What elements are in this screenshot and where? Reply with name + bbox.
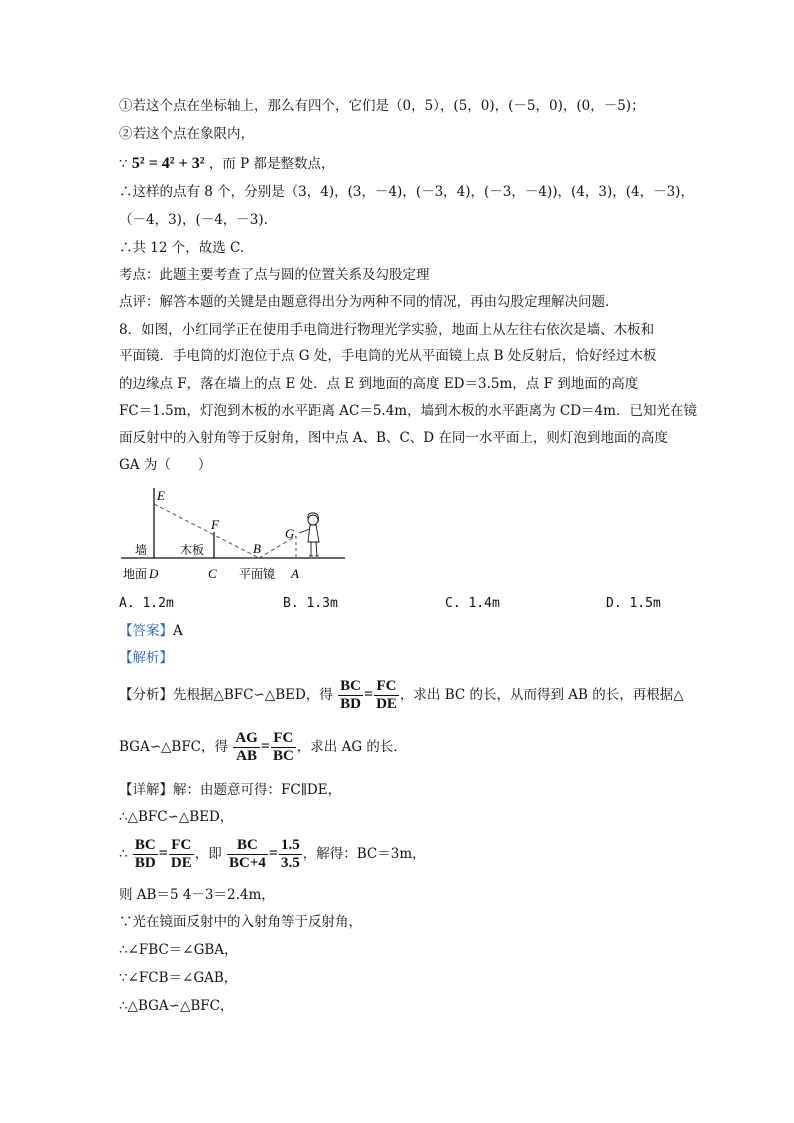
detail-label: 【详解】 [119, 782, 173, 798]
mirror-text: 平面镜 [239, 567, 276, 581]
line-2: ②若这个点在象限内， [119, 126, 254, 142]
label-d: D [149, 566, 159, 581]
fraction-ag-ab: $\frac{AG}{AB}$ [235, 730, 258, 764]
analysis-text-2: ，求出 BC 的长，从而得到 AB 的长，再根据△ [399, 687, 684, 703]
because-symbol: ∵ [119, 156, 128, 172]
ground-text: 地面 [123, 567, 148, 581]
line-6: ∴共 12 个，故选 C. [119, 240, 245, 256]
fraction-15-35: $\frac{1.5}{3.5}$ [281, 837, 300, 871]
fraction-fc-de: $\frac{FC}{DE}$ [376, 678, 397, 712]
question-8-line-2: 平面镜．手电筒的灯泡位于点 G 处，手电筒的光从平面镜上点 B 处反射后，恰好经过木板 [119, 348, 657, 364]
analysis-text-3: BGA∽△BFC，得 [119, 739, 229, 755]
detail-line-5: ∵光在镜面反射中的入射角等于反射角， [119, 914, 362, 930]
label-f: F [211, 517, 219, 532]
detail-line-4: 则 AB＝5 4－3＝2.4m， [119, 887, 275, 903]
fraction-bc-bd-2: $\frac{BC}{BD}$ [134, 837, 156, 871]
analysis-line-1: 【分析】先根据△BFC∽△BED，得 $\frac{BC}{BD}$ = $\frac{FC}{DE}$ ，求出 BC 的长，从而得到 AB 的长，再根据△ [119, 678, 684, 712]
line-5: （－4，3)，(－4，－3). [119, 212, 268, 228]
detail-solution-text: ，解得：BC＝3m， [302, 846, 426, 862]
answer-label: 【答案】 [119, 623, 173, 639]
detail-line-1 [119, 780, 341, 800]
analysis-text-4: ，求出 AG 的长． [296, 739, 407, 755]
detail-line-8: ∴△BGA∽△BFC， [119, 998, 234, 1014]
line-3 [119, 154, 334, 174]
label-b: B [253, 541, 261, 556]
line-4: ∴这样的点有 8 个，分别是（3，4)，(3，－4)，(－3，4)，(－3，－4))，(4，3)，(4，－3)， [119, 184, 694, 200]
option-b: B. 1.3m [283, 596, 338, 611]
analysis-header: 【解析】 [119, 650, 173, 666]
fraction-fc-de-2: $\frac{FC}{DE}$ [170, 837, 192, 871]
label-c: C [208, 566, 217, 581]
question-8-line-3: 的边缘点 F，落在墙上的点 E 处．点 E 到地面的高度 ED＝3.5m，点 F 到地面的高度 [119, 376, 639, 392]
line-8: 点评：解答本题的关键是由题意得出分为两种不同的情况，再由勾股定理解决问题． [119, 294, 619, 310]
option-d: D. 1.5m [606, 596, 661, 611]
analysis-text-1: 先根据△BFC∽△BED，得 [173, 687, 333, 703]
board-text: 木板 [180, 543, 205, 557]
line-3-suffix: ，而 P 都是整数点， [208, 156, 335, 172]
answer-value: A [173, 623, 183, 639]
option-c: C. 1.4m [445, 596, 500, 611]
question-8-line-5: 面反射中的入射角等于反射角，图中点 A、B、C、D 在同一水平面上，则灯泡到地面的高度 [119, 430, 668, 446]
pythagorean-expression: 5² = 4² + 3² [131, 155, 205, 172]
line-1: ①若这个点在坐标轴上，那么有四个，它们是（0，5），(5，0)，(－5，0)，(0，－5)； [119, 98, 645, 114]
fraction-bc-bc4: $\frac{BC}{BC+4}$ [229, 837, 266, 871]
detail-line-7: ∵∠FCB＝∠GAB， [119, 970, 238, 986]
geometry-figure [119, 482, 359, 586]
label-a: A [291, 566, 299, 581]
line-7: 考点：此题主要考查了点与圆的位置关系及勾股定理 [119, 267, 430, 283]
girl-figure [299, 513, 319, 556]
question-8-line-6: GA 为（ ） [119, 457, 212, 473]
question-8-line-1: 8．如图，小红同学正在使用手电筒进行物理光学实验，地面上从左往右依次是墙、木板和 [119, 322, 655, 338]
detail-line-6: ∴∠FBC＝∠GBA， [119, 942, 238, 958]
wall-text: 墙 [135, 543, 148, 557]
analysis-label: 【分析】 [119, 687, 173, 703]
label-g: G [285, 526, 295, 541]
fraction-fc-bc: $\frac{FC}{BC}$ [272, 730, 294, 764]
analysis-line-2: BGA∽△BFC，得 $\frac{AG}{AB}$ = $\frac{FC}{BC}$ ，求出 AG 的长． [119, 730, 407, 764]
label-e: E [157, 488, 165, 503]
option-a: A. 1.2m [119, 596, 174, 611]
answer-line [119, 621, 183, 641]
fraction-bc-bd: $\frac{BC}{BD}$ [340, 678, 361, 712]
detail-line-2: ∴△BFC∽△BED， [119, 809, 234, 825]
detail-text-1: 解：由题意可得：FC∥DE， [173, 782, 342, 798]
detail-mid-text: ，即 [194, 846, 222, 862]
therefore-symbol: ∴ [119, 846, 128, 862]
question-8-line-4: FC＝1.5m，灯泡到木板的水平距离 AC＝5.4m，墙到木板的水平距离为 CD＝4m．已知光在镜 [119, 403, 697, 419]
ray-e-to-b [154, 504, 259, 558]
detail-line-3: ∴ $\frac{BC}{BD}$ = $\frac{FC}{DE}$ ，即 $\frac{BC}{BC+4}$ = $\frac{1.5}{3.5}$ ，解得：BC＝3m， [119, 837, 426, 871]
